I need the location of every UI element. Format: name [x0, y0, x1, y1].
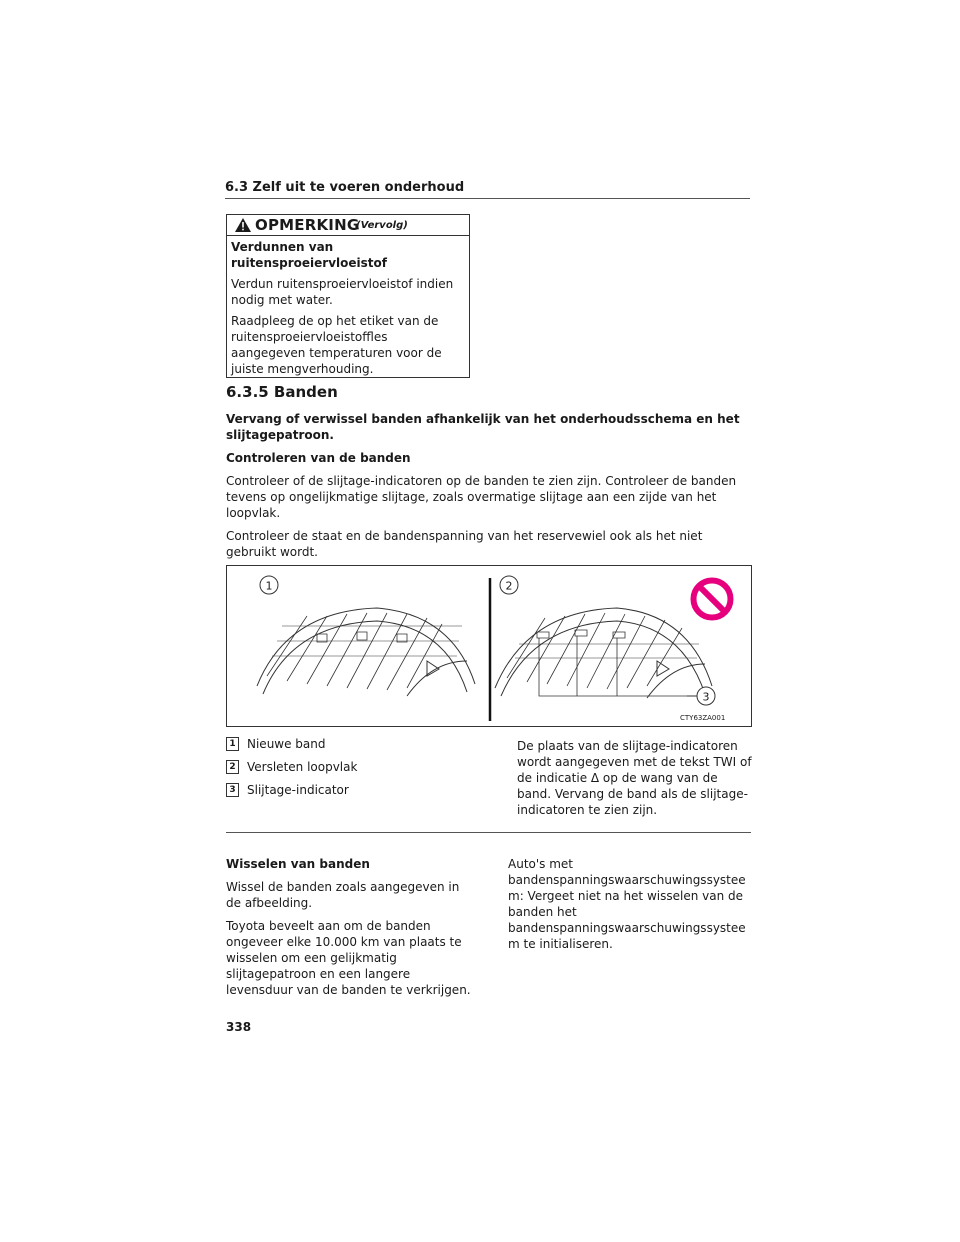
worn-tyre-drawing	[495, 608, 712, 698]
notice-header	[227, 215, 469, 236]
tyres-body	[226, 411, 751, 567]
rotation-right-column	[508, 856, 753, 959]
legend-description: De plaats van de slijtage-indicatoren wordt aangegeven met de tekst TWI of de indicatie Δ op de wang van de band. Vervang de band als de slijtage-indicatoren te zien zijn.	[517, 739, 752, 817]
rotation-heading: Wisselen van banden	[226, 857, 370, 871]
rotation-left-column	[226, 856, 471, 1005]
callout-3	[687, 687, 715, 705]
legend-number: 1	[226, 737, 239, 751]
legend-item	[226, 736, 357, 752]
legend-label: Nieuwe band	[247, 737, 326, 751]
section-header	[225, 180, 750, 199]
notice-box	[226, 214, 470, 378]
tpms-note: Auto's met bandenspanningswaarschuwingssysteem: Vergeet niet na het wisselen van de banden het bandenspanningswaarschuwingssysteem te initialiseren.	[508, 857, 746, 951]
legend-label: Slijtage-indicator	[247, 783, 349, 797]
callout-1	[260, 576, 278, 594]
check-heading: Controleren van de banden	[226, 451, 411, 465]
figure-legend	[226, 736, 357, 805]
page-number: 338	[226, 1020, 252, 1034]
legend-number: 2	[226, 760, 239, 774]
notice-paragraph-2: Raadpleeg de op het etiket van de ruitensproeiervloeistoffles aangegeven temperaturen voor de juiste mengverhouding.	[231, 314, 442, 376]
figure-code: CTY63ZA001	[680, 714, 726, 722]
legend-item	[226, 782, 357, 798]
legend-number: 3	[226, 783, 239, 797]
tyre-illustration	[227, 566, 751, 726]
legend-item	[226, 759, 357, 775]
callout-2-label: 2	[505, 579, 513, 593]
section-header-text: 6.3 Zelf uit te voeren onderhoud	[225, 180, 465, 195]
notice-continued: (Vervolg)	[356, 220, 408, 231]
callout-2	[500, 576, 518, 594]
legend-label: Versleten loopvlak	[247, 760, 358, 774]
divider	[226, 832, 751, 833]
section-title: 6.3.5 Banden	[226, 383, 338, 401]
callout-1-label: 1	[265, 579, 273, 593]
notice-paragraph-1: Verdun ruitensproeiervloeistof indien nodig met water.	[231, 277, 454, 307]
intro-text: Vervang of verwissel banden afhankelijk van het onderhoudsschema en het slijtagepatroon.	[226, 412, 740, 442]
check-paragraph-1: Controleer of de slijtage-indicatoren op de banden te zien zijn. Controleer de banden tevens op ongelijkmatige slijtage, zoals overmatige slijtage aan een zijde van het loopvlak.	[226, 474, 737, 520]
callout-3-label: 3	[702, 690, 710, 704]
new-tyre-drawing	[257, 608, 475, 696]
rotation-paragraph-1: Wissel de banden zoals aangegeven in de afbeelding.	[226, 880, 460, 910]
warning-icon	[235, 218, 251, 232]
rotation-paragraph-2: Toyota beveelt aan om de banden ongeveer elke 10.000 km van plaats te wisselen om een gelijkmatig slijtagepatroon en een langere levensduur van de banden te verkrijgen.	[226, 919, 471, 997]
notice-label: OPMERKING	[255, 216, 360, 234]
tyre-wear-figure	[226, 565, 752, 727]
prohibition-icon	[694, 581, 731, 618]
notice-heading: Verdunnen van ruitensproeiervloeistof	[231, 240, 387, 270]
check-paragraph-2: Controleer de staat en de bandenspanning van het reservewiel ook als het niet gebruikt wordt.	[226, 529, 703, 559]
